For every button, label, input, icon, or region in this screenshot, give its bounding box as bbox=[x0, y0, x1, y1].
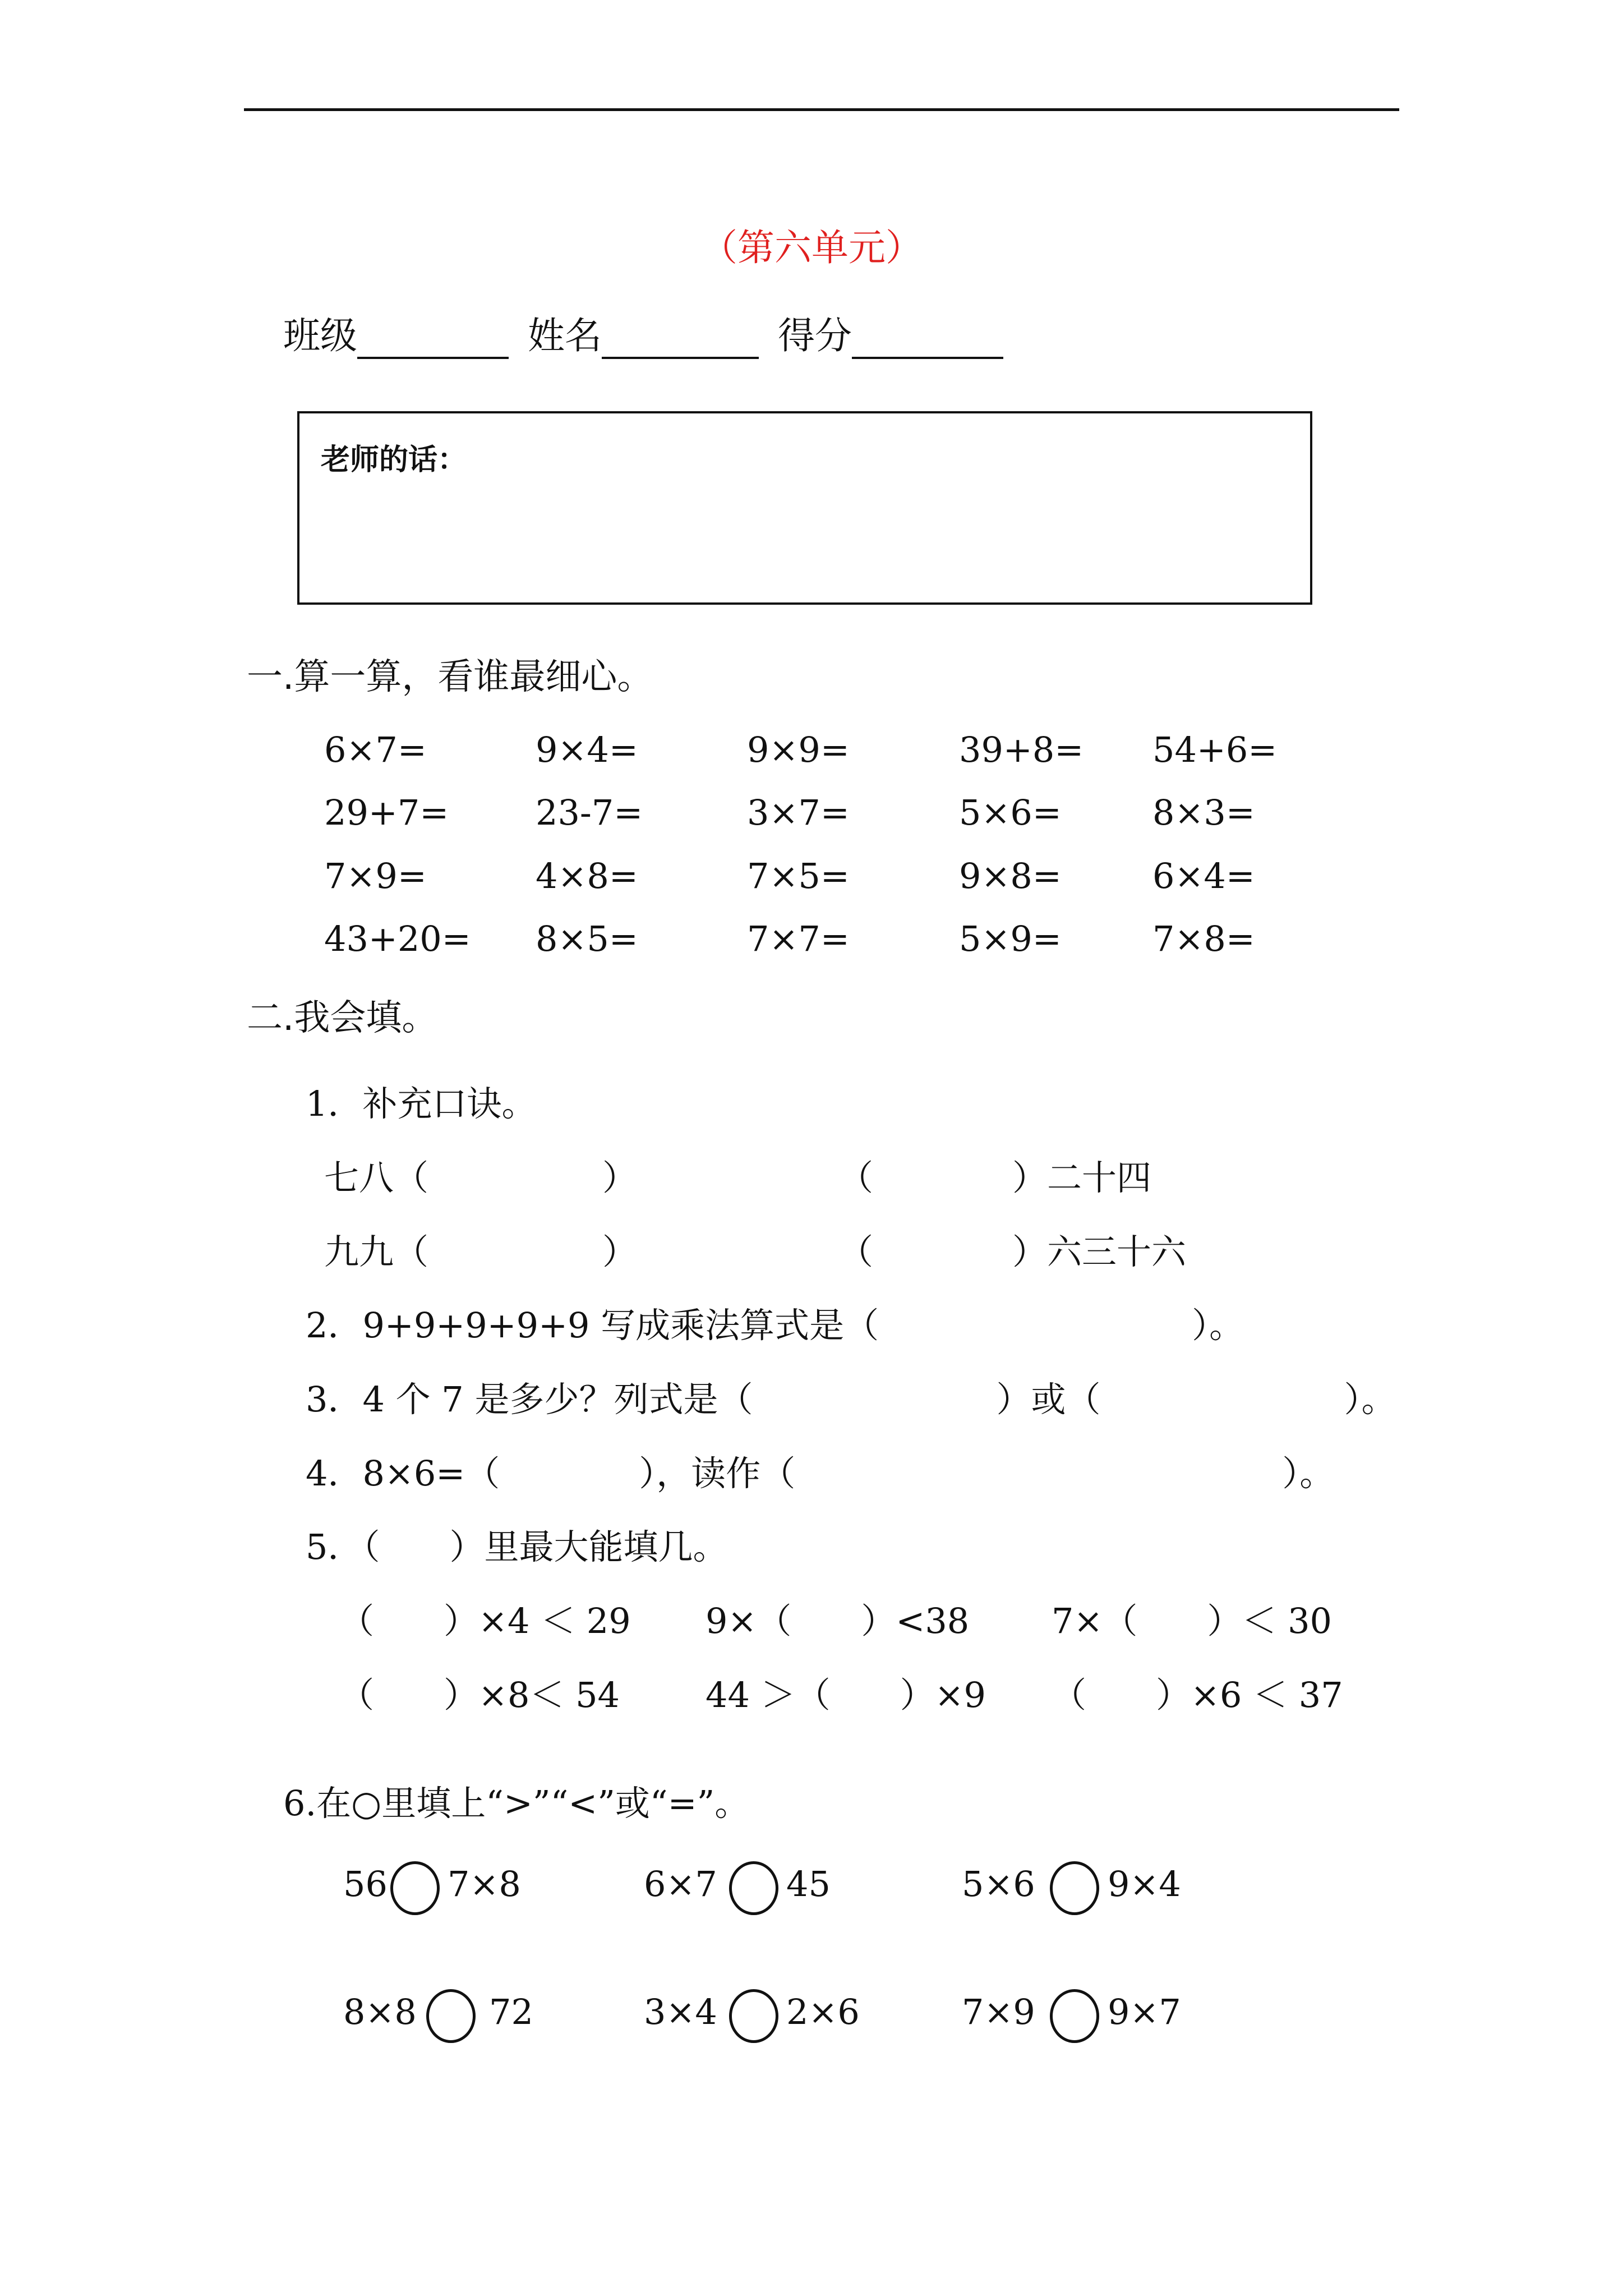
compare-circle[interactable] bbox=[390, 1861, 440, 1915]
calc-problem: 7×7= bbox=[747, 918, 850, 959]
calc-problem: 7×9= bbox=[324, 855, 427, 896]
compare-circle[interactable] bbox=[1050, 1989, 1099, 2043]
compare-right: 9×4 bbox=[1108, 1864, 1181, 1904]
calc-problem: 4×8= bbox=[536, 855, 638, 896]
q1-row2-left: 九九（ ） bbox=[324, 1231, 638, 1272]
q4-text: 4．8×6=（ ），读作（ ）。 bbox=[306, 1453, 1335, 1494]
compare-left: 3×4 bbox=[644, 1991, 717, 2032]
name-label: 姓名 bbox=[528, 314, 602, 357]
q1-row1-left: 七八（ ） bbox=[324, 1157, 638, 1198]
q5-inequality: （ ）×6 ＜ 37 bbox=[1052, 1674, 1343, 1715]
compare-circle[interactable] bbox=[426, 1989, 476, 2043]
compare-left: 8×8 bbox=[343, 1991, 417, 2032]
q5-inequality: 44 ＞（ ）×9 bbox=[706, 1674, 986, 1715]
compare-right: 7×8 bbox=[448, 1864, 521, 1904]
section1-heading: 一.算一算，看谁最细心。 bbox=[247, 656, 653, 698]
compare-right: 72 bbox=[489, 1991, 533, 2032]
calc-problem: 9×8= bbox=[959, 855, 1062, 896]
calc-problem: 43+20= bbox=[324, 918, 471, 959]
q2-text: 2．9+9+9+9+9 写成乘法算式是（ ）。 bbox=[306, 1305, 1244, 1346]
calc-problem: 8×3= bbox=[1152, 792, 1255, 833]
calc-problem: 9×4= bbox=[536, 729, 638, 770]
calc-problem: 54+6= bbox=[1152, 729, 1278, 770]
compare-circle[interactable] bbox=[729, 1861, 778, 1915]
calc-problem: 7×8= bbox=[1152, 918, 1255, 959]
compare-right: 9×7 bbox=[1108, 1991, 1181, 2032]
compare-right: 45 bbox=[786, 1864, 831, 1904]
teacher-comment-box bbox=[297, 411, 1312, 605]
calc-problem: 23-7= bbox=[536, 792, 643, 833]
class-label: 班级 bbox=[283, 314, 357, 357]
calc-problem: 7×5= bbox=[747, 855, 850, 896]
q1-title: 1．补充口诀。 bbox=[306, 1083, 537, 1124]
score-label: 得分 bbox=[778, 314, 852, 357]
header-rule bbox=[244, 108, 1399, 111]
calc-problem: 6×4= bbox=[1152, 855, 1255, 896]
compare-circle[interactable] bbox=[729, 1989, 778, 2043]
class-blank[interactable] bbox=[357, 318, 509, 359]
q5-title: 5．（ ）里最大能填几。 bbox=[306, 1526, 728, 1567]
section2-heading: 二.我会填。 bbox=[247, 997, 438, 1039]
q1-row2-right: （ ）六三十六 bbox=[838, 1231, 1187, 1272]
compare-left: 56 bbox=[343, 1864, 388, 1904]
compare-left: 7×9 bbox=[962, 1991, 1035, 2032]
compare-circle[interactable] bbox=[1050, 1861, 1099, 1915]
q1-row1-right: （ ）二十四 bbox=[838, 1157, 1152, 1198]
q6-title: 6.在○里填上“>”“<”或“=”。 bbox=[283, 1783, 750, 1824]
compare-right: 2×6 bbox=[786, 1991, 860, 2032]
calc-problem: 29+7= bbox=[324, 792, 449, 833]
calc-problem: 3×7= bbox=[747, 792, 850, 833]
name-blank[interactable] bbox=[602, 318, 759, 359]
q3-text: 3．4 个 7 是多少？列式是（ ）或（ ）。 bbox=[306, 1379, 1396, 1420]
calc-problem: 8×5= bbox=[536, 918, 638, 959]
score-blank[interactable] bbox=[852, 318, 1003, 359]
calc-problem: 5×9= bbox=[959, 918, 1062, 959]
calc-problem: 5×6= bbox=[959, 792, 1062, 833]
q5-inequality: （ ）×8＜ 54 bbox=[339, 1674, 620, 1715]
q5-inequality: （ ）×4 ＜ 29 bbox=[339, 1600, 631, 1641]
calc-problem: 6×7= bbox=[324, 729, 427, 770]
teacher-comment-label: 老师的话： bbox=[321, 443, 467, 477]
student-info-line bbox=[283, 306, 1022, 359]
calc-problem: 39+8= bbox=[959, 729, 1084, 770]
calc-problem: 9×9= bbox=[747, 729, 850, 770]
compare-left: 5×6 bbox=[962, 1864, 1035, 1904]
page-title: （第六单元） bbox=[700, 226, 923, 269]
q5-inequality: 7×（ ）＜ 30 bbox=[1052, 1600, 1332, 1641]
compare-left: 6×7 bbox=[644, 1864, 717, 1904]
q5-inequality: 9×（ ）<38 bbox=[706, 1600, 970, 1641]
